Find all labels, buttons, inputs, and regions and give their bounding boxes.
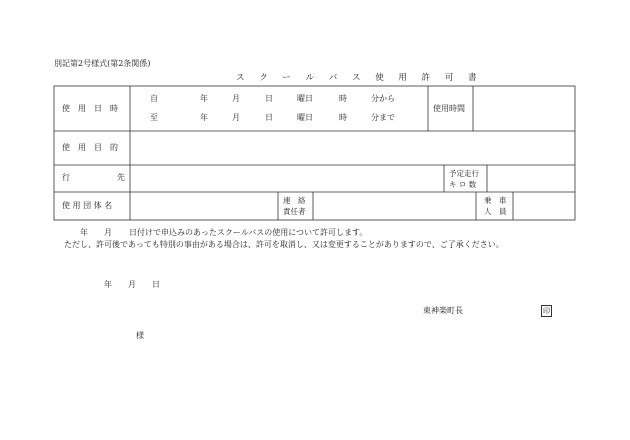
to-year-unit: 年	[200, 113, 208, 122]
contact-person-label-1: 連 絡	[283, 196, 306, 205]
issue-month-unit: 月	[128, 280, 136, 289]
from-hour-unit: 時	[339, 94, 347, 103]
from-minute-unit: 分から	[371, 94, 395, 103]
document-title: ス ク ー ル バ ス 使 用 許 可 書	[236, 73, 483, 83]
organization-name-label: 使 用 団 体 名	[62, 201, 113, 210]
approval-month-unit: 月	[104, 228, 112, 237]
recipient-honorific: 様	[136, 331, 144, 340]
issue-day-unit: 日	[152, 280, 160, 289]
approval-statement: 日付けで申込みのあったスクールバスの使用について許可します。	[129, 228, 368, 237]
contact-person-label-2: 責任者	[283, 207, 306, 216]
usage-datetime-label: 使 用 日 時	[62, 104, 118, 113]
to-month-unit: 月	[232, 113, 240, 122]
to-weekday-unit: 曜日	[297, 113, 313, 122]
passenger-count-label-1: 乗 車	[484, 196, 507, 205]
seal-box: 印	[543, 307, 550, 315]
approval-year-unit: 年	[80, 228, 88, 237]
issue-year-unit: 年	[104, 280, 112, 289]
to-hour-unit: 時	[339, 113, 347, 122]
usage-purpose-label: 使 用 目 的	[62, 143, 118, 152]
from-day-unit: 日	[265, 94, 273, 103]
approval-condition: ただし、許可後であっても特別の事由がある場合は、許可を取消し、又は変更することがありますので、ご了承ください。	[64, 240, 504, 249]
from-marker: 自	[150, 94, 158, 103]
to-minute-unit: 分まで	[371, 113, 395, 122]
form-reference: 別記第2号様式(第2条関係)	[54, 59, 151, 68]
usage-time-label: 使用時間	[433, 104, 465, 113]
to-day-unit: 日	[265, 113, 273, 122]
issuer-name: 東神楽町長	[423, 306, 463, 315]
destination-label-right: 先	[117, 173, 125, 182]
planned-distance-label-1: 予定走行	[449, 169, 479, 178]
from-weekday-unit: 曜日	[297, 94, 313, 103]
passenger-count-label-2: 人 員	[484, 207, 507, 216]
destination-label-left: 行	[62, 173, 70, 182]
from-month-unit: 月	[232, 94, 240, 103]
to-marker: 至	[150, 113, 158, 122]
planned-distance-label-2: キ ロ 数	[449, 180, 477, 189]
from-year-unit: 年	[200, 94, 208, 103]
